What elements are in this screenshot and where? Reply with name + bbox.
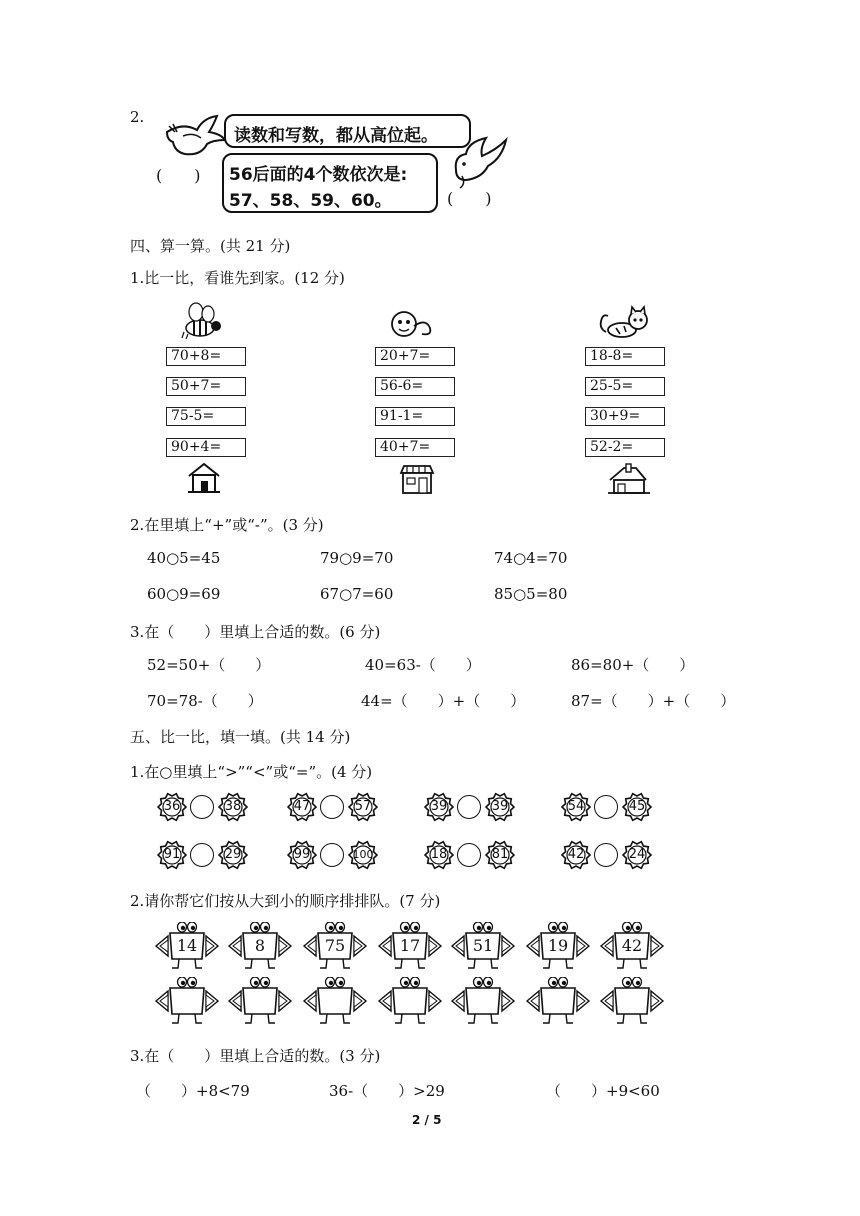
answer-robot[interactable] — [154, 977, 220, 1027]
fill-item[interactable]: 44=（ ）+（ ） — [361, 692, 526, 710]
expr-box[interactable]: 75-5= — [166, 407, 246, 426]
answer-robot[interactable] — [450, 977, 516, 1027]
compare-circle[interactable] — [190, 795, 214, 819]
number-flower — [622, 792, 652, 822]
answer-robot[interactable] — [302, 977, 368, 1027]
flower-number: 99 — [293, 847, 311, 862]
expr-box[interactable]: 52-2= — [585, 438, 665, 457]
fill-item[interactable]: 86=80+（ ） — [571, 656, 695, 674]
op-item[interactable]: 74○4=70 — [494, 549, 568, 567]
robot-number: 8 — [254, 936, 266, 955]
number-robot — [377, 922, 443, 972]
op-item[interactable]: 79○9=70 — [320, 549, 394, 567]
section4-p3-title: 3.在（ ）里填上合适的数。(6 分) — [130, 623, 381, 641]
fill-item[interactable]: （ ）+8<79 — [136, 1082, 250, 1100]
number-flower — [218, 792, 248, 822]
number-flower — [485, 792, 515, 822]
cottage-icon — [606, 462, 652, 496]
dove-icon — [163, 112, 229, 158]
robot-number: 17 — [399, 936, 421, 955]
expr-box[interactable]: 90+4= — [166, 438, 246, 457]
q2-paren-left[interactable]: ( ) — [156, 166, 201, 185]
number-flower — [485, 840, 515, 870]
fill-item[interactable]: 40=63-（ ） — [365, 656, 481, 674]
robot-number: 14 — [176, 936, 198, 955]
answer-robot[interactable] — [599, 977, 665, 1027]
bubble2-line1: 56后面的4个数依次是: — [229, 165, 408, 185]
flower-number: 57 — [354, 799, 372, 814]
robot-number: 19 — [547, 936, 569, 955]
number-flower — [561, 840, 591, 870]
page-number: 2 / 5 — [412, 1113, 442, 1127]
section5-p1-title: 1.在○里填上“>”“<”或“=”。(4 分) — [130, 763, 373, 781]
compare-circle[interactable] — [457, 795, 481, 819]
number-flower — [561, 792, 591, 822]
section4-title: 四、算一算。(共 21 分) — [130, 237, 291, 255]
number-flower — [218, 840, 248, 870]
flower-number: 100 — [352, 848, 374, 861]
section4-p2-title: 2.在里填上“+”或“-”。(3 分) — [130, 516, 324, 534]
number-flower — [622, 840, 652, 870]
shop-icon — [398, 463, 436, 495]
flower-number: 36 — [163, 799, 181, 814]
fill-item[interactable]: 36-（ ）>29 — [329, 1082, 445, 1100]
expr-box[interactable]: 20+7= — [375, 347, 455, 366]
answer-robot[interactable] — [377, 977, 443, 1027]
expr-box[interactable]: 30+9= — [585, 407, 665, 426]
speech-bubble-2 — [222, 153, 438, 213]
flower-number: 38 — [224, 799, 242, 814]
fill-item[interactable]: 70=78-（ ） — [147, 692, 263, 710]
fill-item[interactable]: 52=50+（ ） — [147, 656, 271, 674]
number-flower — [287, 840, 317, 870]
number-flower — [287, 792, 317, 822]
number-robot — [154, 922, 220, 972]
flower-number: 45 — [628, 799, 646, 814]
number-flower — [424, 792, 454, 822]
number-robot — [450, 922, 516, 972]
fill-item[interactable]: （ ）+9<60 — [546, 1082, 660, 1100]
answer-robot[interactable] — [525, 977, 591, 1027]
answer-robot[interactable] — [227, 977, 293, 1027]
number-robot — [599, 922, 665, 972]
cat-icon — [596, 304, 650, 340]
bubble2-line2: 57、58、59、60。 — [229, 191, 392, 211]
compare-circle[interactable] — [320, 795, 344, 819]
number-flower — [157, 840, 187, 870]
flower-number: 42 — [567, 847, 585, 862]
expr-box[interactable]: 91-1= — [375, 407, 455, 426]
expr-box[interactable]: 25-5= — [585, 377, 665, 396]
op-item[interactable]: 67○7=60 — [320, 585, 394, 603]
op-item[interactable]: 40○5=45 — [147, 549, 221, 567]
flower-number: 18 — [430, 847, 448, 862]
flower-number: 54 — [567, 799, 585, 814]
expr-box[interactable]: 70+8= — [166, 347, 246, 366]
compare-circle[interactable] — [594, 843, 618, 867]
monkey-icon — [388, 304, 434, 340]
flower-number: 81 — [491, 847, 509, 862]
flower-number: 39 — [491, 799, 509, 814]
number-flower — [157, 792, 187, 822]
robot-number: 51 — [472, 936, 494, 955]
compare-circle[interactable] — [594, 795, 618, 819]
q2-number: 2. — [130, 108, 145, 126]
number-flower — [348, 840, 378, 870]
flower-number: 91 — [163, 847, 181, 862]
swallow-icon — [448, 136, 508, 192]
compare-circle[interactable] — [320, 843, 344, 867]
number-flower — [424, 840, 454, 870]
number-flower — [348, 792, 378, 822]
flower-number: 39 — [430, 799, 448, 814]
speech-bubble-1 — [224, 114, 471, 148]
section5-title: 五、比一比，填一填。(共 14 分) — [130, 728, 351, 746]
op-item[interactable]: 85○5=80 — [494, 585, 568, 603]
house-icon — [186, 462, 222, 494]
expr-box[interactable]: 40+7= — [375, 438, 455, 457]
section5-p3-title: 3.在（ ）里填上合适的数。(3 分) — [130, 1047, 381, 1065]
section5-p2-title: 2.请你帮它们按从大到小的顺序排排队。(7 分) — [130, 892, 441, 910]
fill-item[interactable]: 87=（ ）+（ ） — [571, 692, 736, 710]
number-robot — [525, 922, 591, 972]
robot-number: 75 — [324, 936, 346, 955]
flower-number: 47 — [293, 799, 311, 814]
flower-number: 29 — [224, 847, 242, 862]
expr-box[interactable]: 56-6= — [375, 377, 455, 396]
expr-box[interactable]: 18-8= — [585, 347, 665, 366]
number-robot — [302, 922, 368, 972]
compare-circle[interactable] — [190, 843, 214, 867]
expr-box[interactable]: 50+7= — [166, 377, 246, 396]
op-item[interactable]: 60○9=69 — [147, 585, 221, 603]
flower-number: 24 — [628, 847, 646, 862]
q2-paren-right[interactable]: ( ) — [447, 189, 492, 208]
compare-circle[interactable] — [457, 843, 481, 867]
section4-p1-title: 1.比一比，看谁先到家。(12 分) — [130, 269, 345, 287]
bubble1-text: 读数和写数，都从高位起。 — [234, 126, 438, 146]
bee-icon — [180, 302, 224, 340]
number-robot — [227, 922, 293, 972]
robot-number: 42 — [621, 936, 643, 955]
